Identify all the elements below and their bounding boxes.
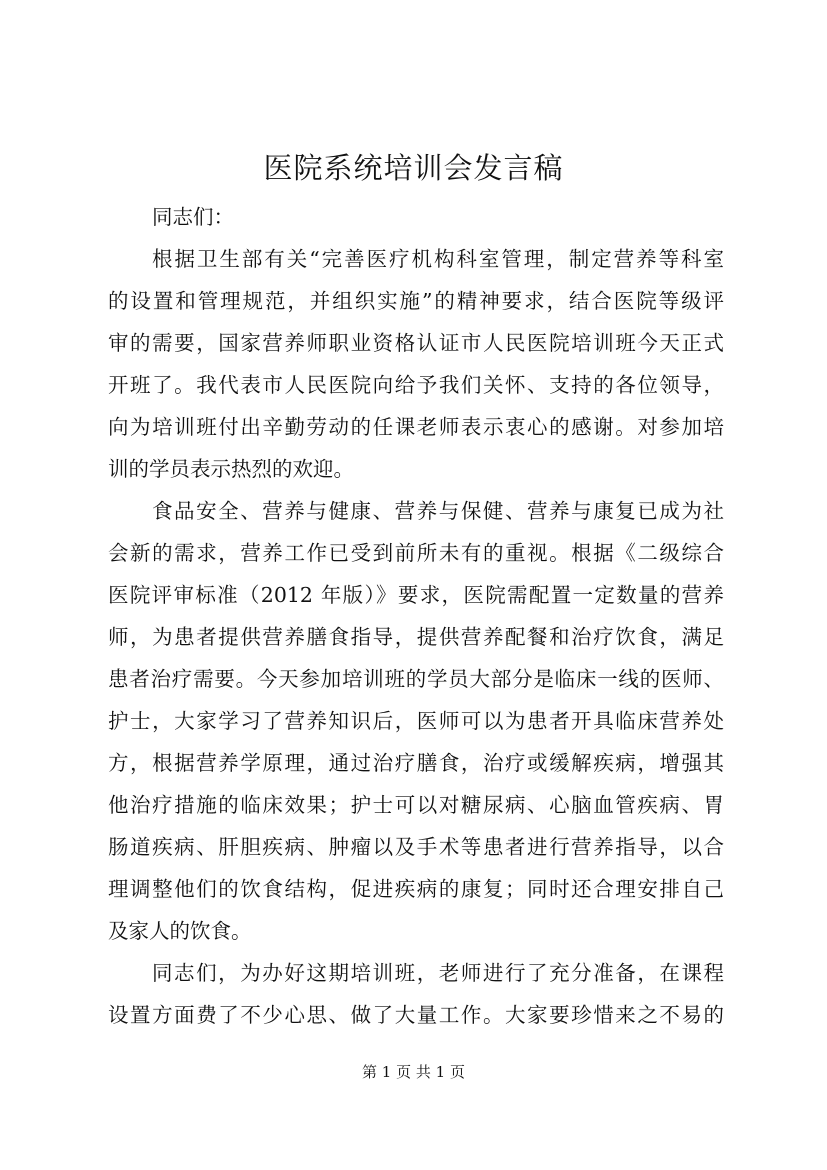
- body-line: 师，为患者提供营养膳食指导，提供营养配餐和治疗饮食，满足: [108, 625, 724, 649]
- body-line: 根据卫生部有关“完善医疗机构科室管理，制定营养等科室: [152, 247, 724, 271]
- body-line: 食品安全、营养与健康、营养与保健、营养与康复已成为社: [152, 499, 724, 523]
- body-line: 审的需要，国家营养师职业资格认证市人民医院培训班今天正式: [108, 331, 724, 355]
- body-line: 的设置和管理规范，并组织实施”的精神要求，结合医院等级评: [108, 289, 724, 313]
- body-line: 患者治疗需要。今天参加培训班的学员大部分是临床一线的医师、: [108, 667, 724, 691]
- body-line: 理调整他们的饮食结构，促进疾病的康复；同时还合理安排自己: [108, 877, 724, 901]
- body-line: 开班了。我代表市人民医院向给予我们关怀、支持的各位领导，: [108, 373, 724, 397]
- body-line: 医院评审标准（2012 年版）》要求，医院需配置一定数量的营养: [108, 583, 724, 607]
- page-footer: 第 1 页 共 1 页: [362, 1063, 465, 1081]
- body-line: 设置方面费了不少心思、做了大量工作。大家要珍惜来之不易的: [108, 1003, 724, 1027]
- body-line: 肠道疾病、肝胆疾病、肿瘤以及手术等患者进行营养指导，以合: [108, 835, 724, 859]
- body-line: 方，根据营养学原理，通过治疗膳食，治疗或缓解疾病，增强其: [108, 751, 724, 775]
- body-line: 向为培训班付出辛勤劳动的任课老师表示衷心的感谢。对参加培: [108, 415, 724, 439]
- body-line: 及家人的饮食。: [108, 919, 252, 943]
- body-line: 同志们，为办好这期培训班，老师进行了充分准备，在课程: [152, 961, 724, 985]
- document-title: 医院系统培训会发言稿: [263, 151, 564, 185]
- body-line: 训的学员表示热烈的欢迎。: [108, 457, 354, 481]
- body-line: 同志们：: [152, 205, 234, 229]
- document-body: [108, 196, 724, 1036]
- body-line: 护士，大家学习了营养知识后，医师可以为患者开具临床营养处: [108, 709, 724, 733]
- body-line: 他治疗措施的临床效果；护士可以对糖尿病、心脑血管疾病、胃: [108, 793, 724, 817]
- body-line: 会新的需求，营养工作已受到前所未有的重视。根据《二级综合: [108, 541, 724, 565]
